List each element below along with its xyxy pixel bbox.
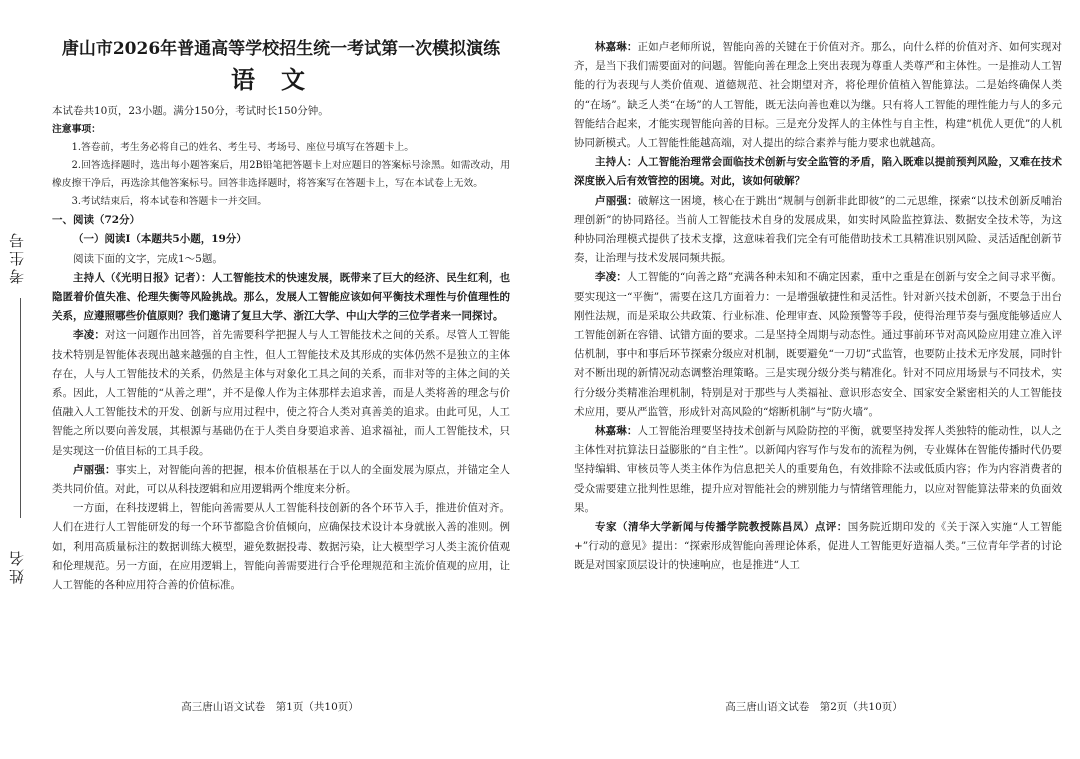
lu-liqiang-text: 事实上，对智能向善的把握，根本价值根基在于以人的全面发展为原点，并锚定全人类共同价值。对此，可以从科技逻辑和应用逻辑两个维度来分析。 <box>52 463 511 496</box>
lin-jialin-paragraph-1 <box>574 38 1062 153</box>
subsection-heading: （一）阅读Ⅰ（本题共5小题，19分） <box>73 233 247 246</box>
name-label: 姓名 <box>8 548 26 584</box>
note-1: 1.答卷前，考生务必将自己的姓名、考生号、考场号、座位号填写在答题卡上。 <box>71 142 415 154</box>
notes-heading: 注意事项： <box>52 124 101 136</box>
speaker-li-ling-2: 李凌： <box>595 271 627 284</box>
lin-jialin-text-1: 正如卢老师所说，智能向善的关键在于价值对齐。那么，向什么样的价值对齐、如何实现对齐，是当下我们需要面对的问题。智能向善在理念上突出表现为尊重人类尊严和主体性。一是推动人工智能的行为表现与人类价值观、道德规范、社会期望对齐，将伦理价值植入智能算法。二是始终确保人类的“在场”。缺乏人类“在场”的人工智能，既无法向善也难以为继。只有将人工智能的理性能力与人的多元智能结合起来，才能实现智能向善的目标。三是充分发挥人的主体性与自主性，构建“机优人更优”的人机协同新模式。人工智能性能越高端，对人提出的综合素养与能力要求也就越高。 <box>574 41 1063 150</box>
li-ling-paragraph-2 <box>574 268 1062 422</box>
speaker-lu-liqiang: 卢丽强： <box>73 463 116 476</box>
host-question: 主持人：人工智能治理常会面临技术创新与安全监管的矛盾，陷入既难以提前预判风险，又难在技术深度嵌入后有效管控的困境。对此，该如何破解？ <box>574 156 1062 188</box>
speaker-expert: 专家（清华大学新闻与传播学院教授陈昌凤）点评： <box>595 521 848 534</box>
lu-liqiang-paragraph-2 <box>574 192 1062 269</box>
subject-title: 语文 <box>231 65 331 94</box>
expert-paragraph <box>574 518 1062 576</box>
lu-liqiang-text-2: 破解这一困境，核心在于跳出“规制与创新非此即彼”的二元思维，探索“以技术创新反哺治理创新”的协同路径。当前人工智能技术自身的发展成果，如实时风险监控算法、数据安全技术等，为这种协同治理模式提供了技术支撑，这意味着我们完全有可能借助技术工具精准识别风险、灵活适配创新节奏，让治理与技术发展同频共振。 <box>574 194 1062 265</box>
li-ling-text: 对这一问题作出回答，首先需要科学把握人与人工智能技术之间的关系。尽管人工智能技术特别是智能体表现出越来越强的自主性，但人工智能技术及其形成的实体仍然不是独立的主体存在，人与人工智能技术的关系，仍然是主体与对象化工具之间的关系，而非对等的主体之间的关系。因此，人工智能的“从善之理”，并不是像人作为主体那样去追求善，而是人类将善的理念与价值融入人工智能技术的开发、创新与应用过程中，使之符合人类对真善美的追求。由此可见，人工智能之所以要向善发展，其根源与基础仍在于人类自身要追求善、追求福祉，而人工智能技术，只是实现这一价值目标的工具手段。 <box>52 329 511 457</box>
right-content <box>574 38 1062 576</box>
lin-jialin-paragraph-2 <box>574 422 1062 518</box>
lin-jialin-text-2: 人工智能治理要坚持技术创新与风险防控的平衡，就要坚持发挥人类独特的能动性，以人之主体性对抗算法日益膨胀的“自主性”。以新闻内容写作与发布的流程为例，专业媒体在智能传播时代仍要坚持编辑、审核员等人类主体作为信息把关人的重要角色，有效排除不法或低质内容；作为内容消费者的受众需要建立批判性思维，提升应对智能社会的辨别能力与情绪管理能力，以应对智能算法带来的负面效果。 <box>574 425 1063 514</box>
note-2: 2.回答选择题时，选出每小题答案后，用2B铅笔把答题卡上对应题目的答案标号涂黑。如需改动，用橡皮擦干净后，再选涂其他答案标号。回答非选择题时，将答案写在答题卡上，写在本试卷上无效。 <box>52 160 510 190</box>
li-ling-paragraph <box>52 326 510 460</box>
exam-title: 唐山市2026年普通高等学校招生统一考试第一次模拟演练 <box>61 39 501 59</box>
expert-text: 国务院近期印发的《关于深入实施“人工智能+”行动的意见》提出：“探索形成智能向善理论体系，促进人工智能更好造福人类。”三位青年学者的讨论既是对国家顶层设计的快速响应，也是推进“人工 <box>574 521 1062 572</box>
right-page <box>548 0 1080 759</box>
exam-info: 本试卷共10页，23小题。满分150分，考试时长150分钟。 <box>52 105 329 117</box>
lu-liqiang-paragraph <box>52 461 510 499</box>
speaker-lin-jialin: 林嘉琳： <box>595 41 638 53</box>
page-footer-1: 高三唐山语文试卷 第1页（共10页） <box>181 701 359 713</box>
li-ling-text-2: 人工智能的“向善之路”充满各种未知和不确定因素，重中之重是在创新与安全之间寻求平衡。要实现这一“平衡”，需要在这几方面着力：一是增强敏捷性和灵活性。针对新兴技术创新，不要急于出台刚性法规，而是采取公共政策、行业标准、伦理审查、风险预警等手段，使得治理节奏与强度能够适应人工智能创新在容错、试错方面的要求。二是坚持全周期与动态性。通过事前环节对高风险应用建立准入评估机制，事中和事后环节探索分级应对机制，既要避免“一刀切”式监管，也要防止技术无序发展，同时针对不断出现的新情况动态调整治理策略。三是实现分级分类与精准化。针对不同应用场景与不同技术，实行分级分类精准治理机制，特别是对于那些与人类福祉、意识形态安全、国家安全紧密相关的人工智能技术应用，要从严监管，形成针对高风险的“熔断机制”与“防火墙”。 <box>574 271 1063 418</box>
exam-number-label: 考生号 <box>8 230 26 284</box>
tech-logic-paragraph: 一方面，在科技逻辑上，智能向善需要从人工智能科技创新的各个环节入手，推进价值对齐。人们在进行人工智能研发的每一个环节都隐含价值倾向，应确保技术设计本身就嵌入善的准则。例如，利用高质量标注的数据训练大模型，避免数据投毒、数据污染，让大模型学习人类主流价值观和伦理规范。另一方面，在应用逻辑上，智能向善需要进行合乎伦理规范和主流价值观的应用，让人工智能的各种应用符合善的价值标准。 <box>52 502 510 592</box>
reading-instruction: 阅读下面的文字，完成1～5题。 <box>73 252 223 265</box>
host-intro: 主持人（《光明日报》记者）：人工智能技术的快速发展，既带来了巨大的经济、民生红利，也隐匿着价值失准、伦理失衡等风险挑战。那么，发展人工智能应该如何平衡技术理性与价值理性的关系，应遵照哪些价值原则？我们邀请了复旦大学、浙江大学、中山大学的三位学者来一同探讨。 <box>52 271 510 323</box>
speaker-lin-jialin-2: 林嘉琳： <box>595 425 638 438</box>
note-3: 3.考试结束后，将本试卷和答题卡一并交回。 <box>71 196 268 208</box>
binding-line <box>20 298 21 518</box>
speaker-li-ling: 李凌： <box>73 329 105 342</box>
left-content <box>52 38 510 595</box>
page-footer-2: 高三唐山语文试卷 第2页（共10页） <box>725 701 903 713</box>
section-heading: 一、阅读（72分） <box>52 214 141 227</box>
speaker-lu-liqiang-2: 卢丽强： <box>595 194 638 207</box>
